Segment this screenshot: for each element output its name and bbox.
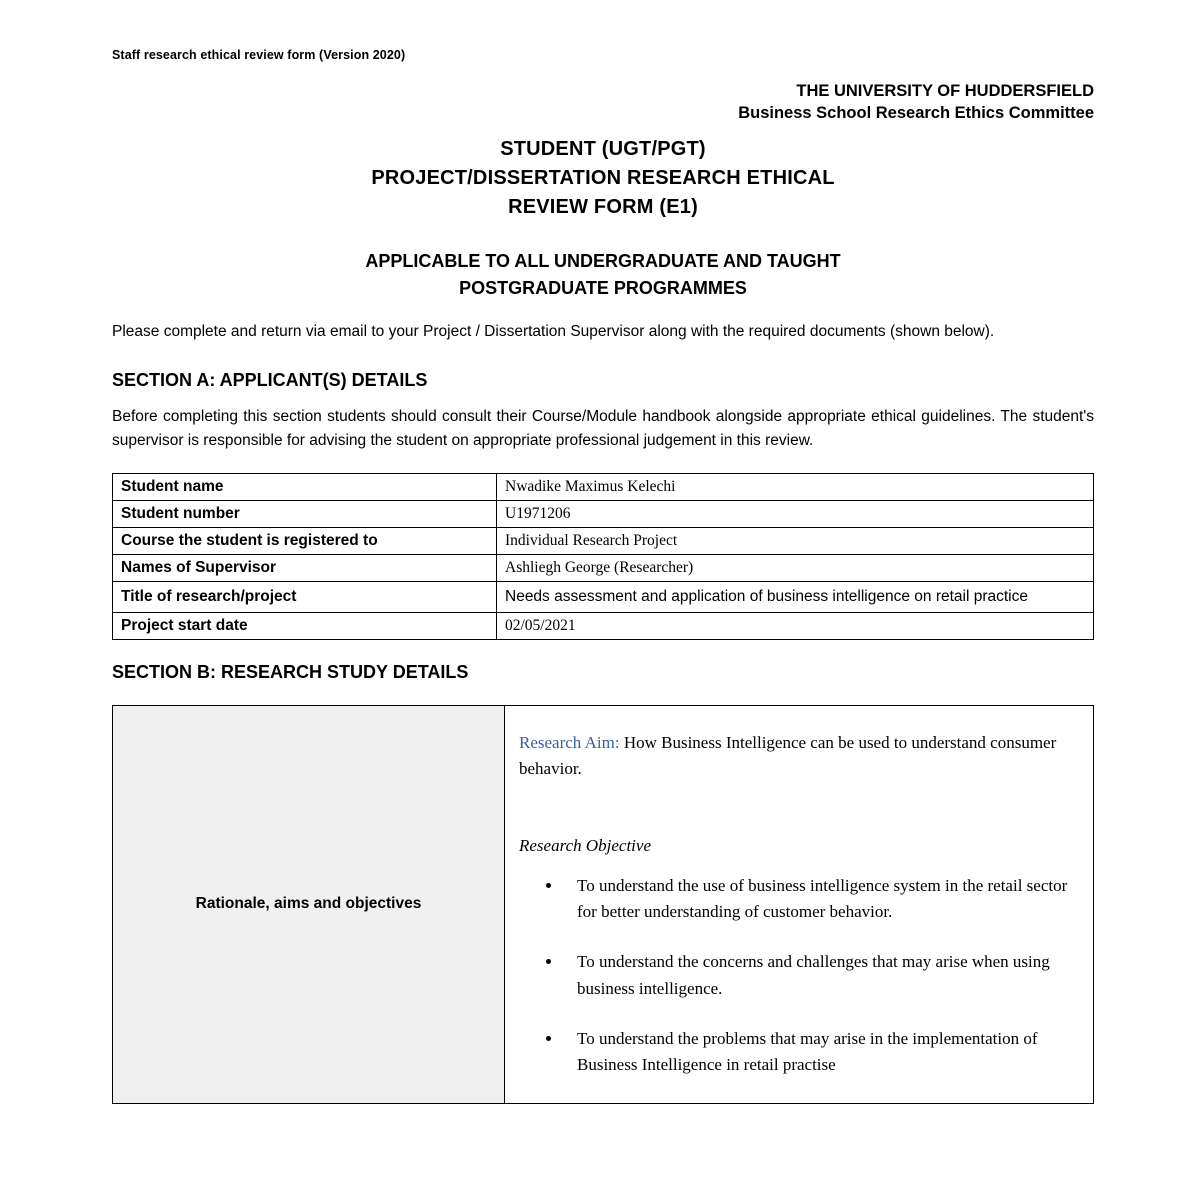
- table-row: [113, 613, 1094, 640]
- row-label-research-title: Title of research/project: [113, 581, 497, 612]
- row-label-rationale: Rationale, aims and objectives: [113, 706, 505, 1104]
- table-row: [113, 581, 1094, 612]
- row-label-student-name: Student name: [113, 473, 497, 500]
- applicability-line-1: APPLICABLE TO ALL UNDERGRADUATE AND TAUGHT: [365, 250, 841, 271]
- table-row: [113, 527, 1094, 554]
- research-study-details-table: [112, 705, 1094, 1104]
- row-label-start-date: Project start date: [113, 613, 497, 640]
- row-value-course[interactable]: Individual Research Project: [497, 527, 1094, 554]
- applicability-line-2: POSTGRADUATE PROGRAMMES: [459, 277, 747, 298]
- table-row: [113, 706, 1094, 1104]
- row-label-student-number: Student number: [113, 500, 497, 527]
- research-aim-paragraph: [519, 730, 1071, 781]
- university-name: THE UNIVERSITY OF HUDDERSFIELD: [796, 82, 1094, 100]
- row-value-research-title[interactable]: Needs assessment and application of business intelligence on retail practice: [497, 581, 1094, 612]
- list-item: • To understand the concerns and challenges that may arise when using business intelligence.: [563, 949, 1071, 1002]
- row-value-rationale[interactable]: [505, 706, 1094, 1104]
- submission-instruction: Please complete and return via email to your Project / Dissertation Supervisor along with the required documents (shown below).: [112, 322, 995, 340]
- row-value-supervisor[interactable]: Ashliegh George (Researcher): [497, 554, 1094, 581]
- research-aim-text: How Business Intelligence can be used to understand consumer behavior.: [519, 733, 1057, 778]
- applicability-statement: [152, 248, 1054, 302]
- title-line-3: REVIEW FORM (E1): [508, 195, 698, 218]
- section-a-intro: Before completing this section students should consult their Course/Module handbook alongside appropriate ethical guidelines. The student's supervisor is responsible for advising the student on appropriate professional judgement in this review.: [112, 407, 1094, 449]
- table-row: [113, 500, 1094, 527]
- title-line-2: PROJECT/DISSERTATION RESEARCH ETHICAL: [371, 166, 835, 189]
- row-label-supervisor: Names of Supervisor: [113, 554, 497, 581]
- row-label-course: Course the student is registered to: [113, 527, 497, 554]
- title-line-1: STUDENT (UGT/PGT): [500, 137, 706, 160]
- row-value-student-name[interactable]: Nwadike Maximus Kelechi: [497, 473, 1094, 500]
- list-item: • To understand the use of business intelligence system in the retail sector for better understanding of customer behavior.: [563, 873, 1071, 926]
- table-row: [113, 473, 1094, 500]
- research-objectives-list: [519, 873, 1071, 1079]
- committee-name: Business School Research Ethics Committee: [738, 104, 1094, 123]
- form-version-note: Staff research ethical review form (Version 2020): [112, 48, 406, 62]
- section-a-heading: SECTION A: APPLICANT(S) DETAILS: [112, 369, 428, 390]
- organisation-block: [112, 80, 1094, 125]
- section-b-heading: SECTION B: RESEARCH STUDY DETAILS: [112, 662, 469, 683]
- page-title: [112, 135, 1094, 222]
- research-objective-heading: Research Objective: [519, 836, 651, 856]
- row-value-student-number[interactable]: U1971206: [497, 500, 1094, 527]
- table-row: [113, 554, 1094, 581]
- research-aim-label: Research Aim:: [519, 733, 620, 753]
- row-value-start-date[interactable]: 02/05/2021: [497, 613, 1094, 640]
- list-item: • To understand the problems that may arise in the implementation of Business Intelligence in retail practise: [563, 1026, 1071, 1079]
- applicant-details-table: [112, 473, 1094, 640]
